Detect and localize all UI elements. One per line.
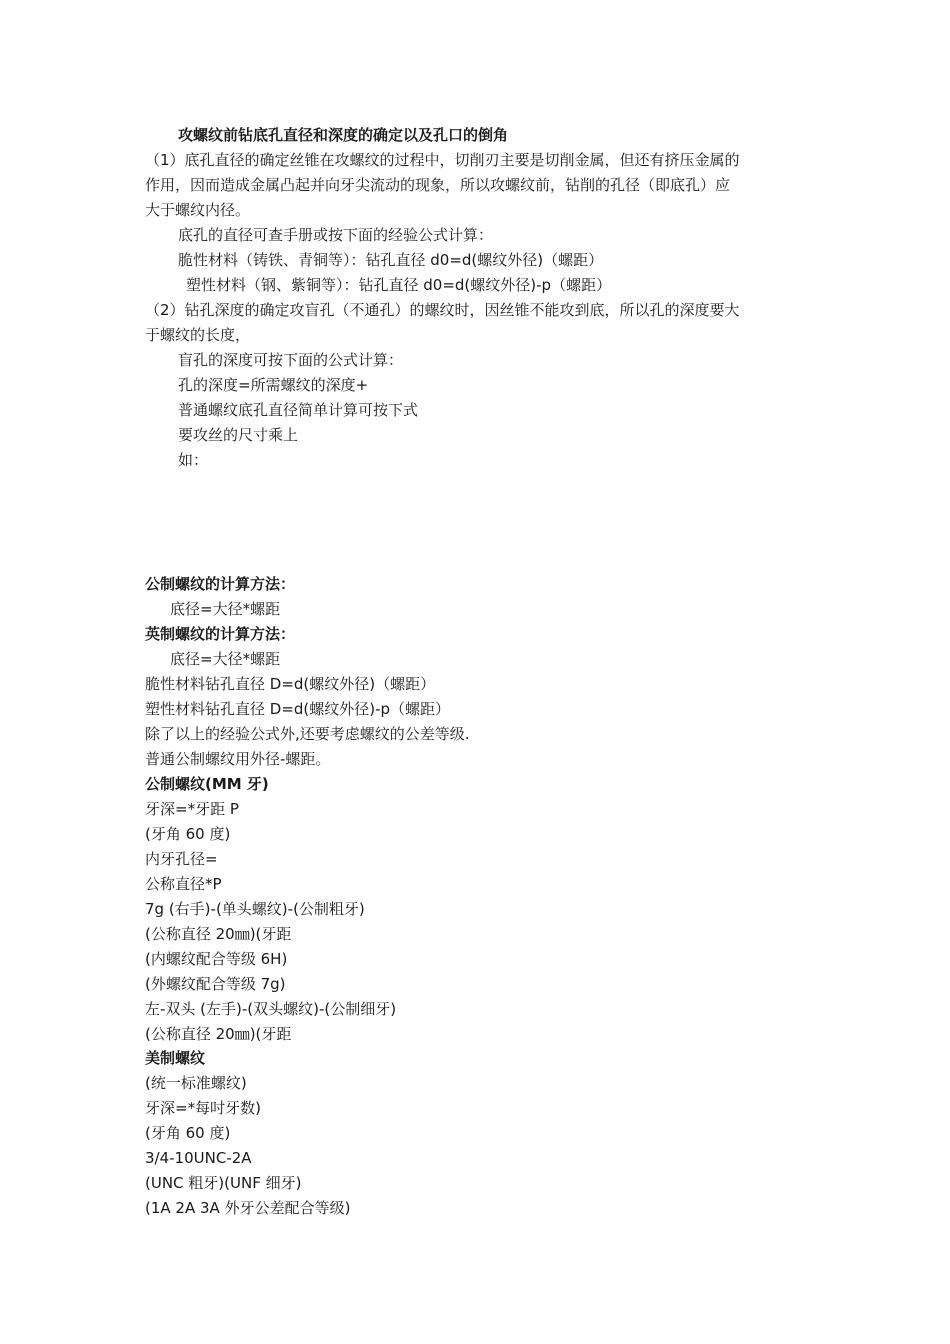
section1-para-line-1: （1）底孔直径的确定丝锥在攻螺纹的过程中，切削刃主要是切削金属，但还有挤压金属的 (145, 151, 740, 169)
plastic-formula: 塑性材料（钢、紫铜等）：钻孔直径 d0=d(螺纹外径)-p（螺距） (186, 276, 612, 294)
metric-mm-line: 7g (右手)-(单头螺纹)-(公制粗牙) (145, 900, 365, 918)
metric-mm-line: (外螺纹配合等级 7g) (145, 975, 286, 993)
us-line: (1A 2A 3A 外牙公差配合等级) (145, 1199, 351, 1217)
us-line: (统一标准螺纹) (145, 1074, 247, 1092)
section1-para-line-3: 大于螺纹内径。 (145, 201, 251, 219)
section2-para-line-2: 于螺纹的长度， (145, 326, 251, 344)
metric-mm-line: 内牙孔径= (145, 850, 218, 868)
us-heading: 美制螺纹 (145, 1049, 206, 1067)
formula-intro: 底孔的直径可查手册或按下面的经验公式计算： (178, 226, 494, 244)
extra-plastic: 塑性材料钻孔直径 D=d(螺纹外径)-p（螺距） (145, 700, 451, 718)
depth-formula: 孔的深度=所需螺纹的深度+ (178, 376, 369, 394)
simple-calc: 普通螺纹底孔直径简单计算可按下式 (178, 401, 419, 419)
multiply-note: 要攻丝的尺寸乘上 (178, 426, 299, 444)
metric-formula: 底径=大径*螺距 (170, 600, 281, 618)
extra-tolerance: 除了以上的经验公式外,还要考虑螺纹的公差等级. (145, 725, 470, 743)
metric-mm-line: (公称直径 20㎜)(牙距 (145, 1025, 292, 1043)
metric-mm-line: (公称直径 20㎜)(牙距 (145, 925, 292, 943)
metric-mm-heading: 公制螺纹(MM 牙) (145, 775, 269, 793)
section1-para-line-2: 作用，因而造成金属凸起并向牙尖流动的现象，所以攻螺纹前，钻削的孔径（即底孔）应 (145, 176, 731, 194)
us-line: (UNC 粗牙)(UNF 细牙) (145, 1174, 302, 1192)
metric-mm-line: (内螺纹配合等级 6H) (145, 950, 288, 968)
metric-mm-line: 公称直径*P (145, 875, 222, 893)
metric-heading: 公制螺纹的计算方法： (145, 575, 296, 593)
example-label: 如： (178, 451, 209, 469)
extra-brittle: 脆性材料钻孔直径 D=d(螺纹外径)（螺距） (145, 675, 436, 693)
section2-para-line-1: （2）钻孔深度的确定攻盲孔（不通孔）的螺纹时，因丝锥不能攻到底，所以孔的深度要大 (145, 301, 740, 319)
metric-mm-line: 牙深=*牙距 P (145, 800, 239, 818)
document-title: 攻螺纹前钻底孔直径和深度的确定以及孔口的倒角 (178, 126, 509, 144)
us-line: 3/4-10UNC-2A (145, 1149, 252, 1167)
imperial-formula: 底径=大径*螺距 (170, 650, 281, 668)
us-line: 牙深=*每吋牙数) (145, 1099, 261, 1117)
depth-intro: 盲孔的深度可按下面的公式计算： (178, 351, 404, 369)
extra-common: 普通公制螺纹用外径-螺距。 (145, 750, 331, 768)
brittle-formula: 脆性材料（铸铁、青铜等）：钻孔直径 d0=d(螺纹外径)（螺距） (178, 251, 604, 269)
metric-mm-line: 左-双头 (左手)-(双头螺纹)-(公制细牙) (145, 1000, 397, 1018)
metric-mm-line: (牙角 60 度) (145, 825, 231, 843)
us-line: (牙角 60 度) (145, 1124, 231, 1142)
imperial-heading: 英制螺纹的计算方法： (145, 625, 296, 643)
